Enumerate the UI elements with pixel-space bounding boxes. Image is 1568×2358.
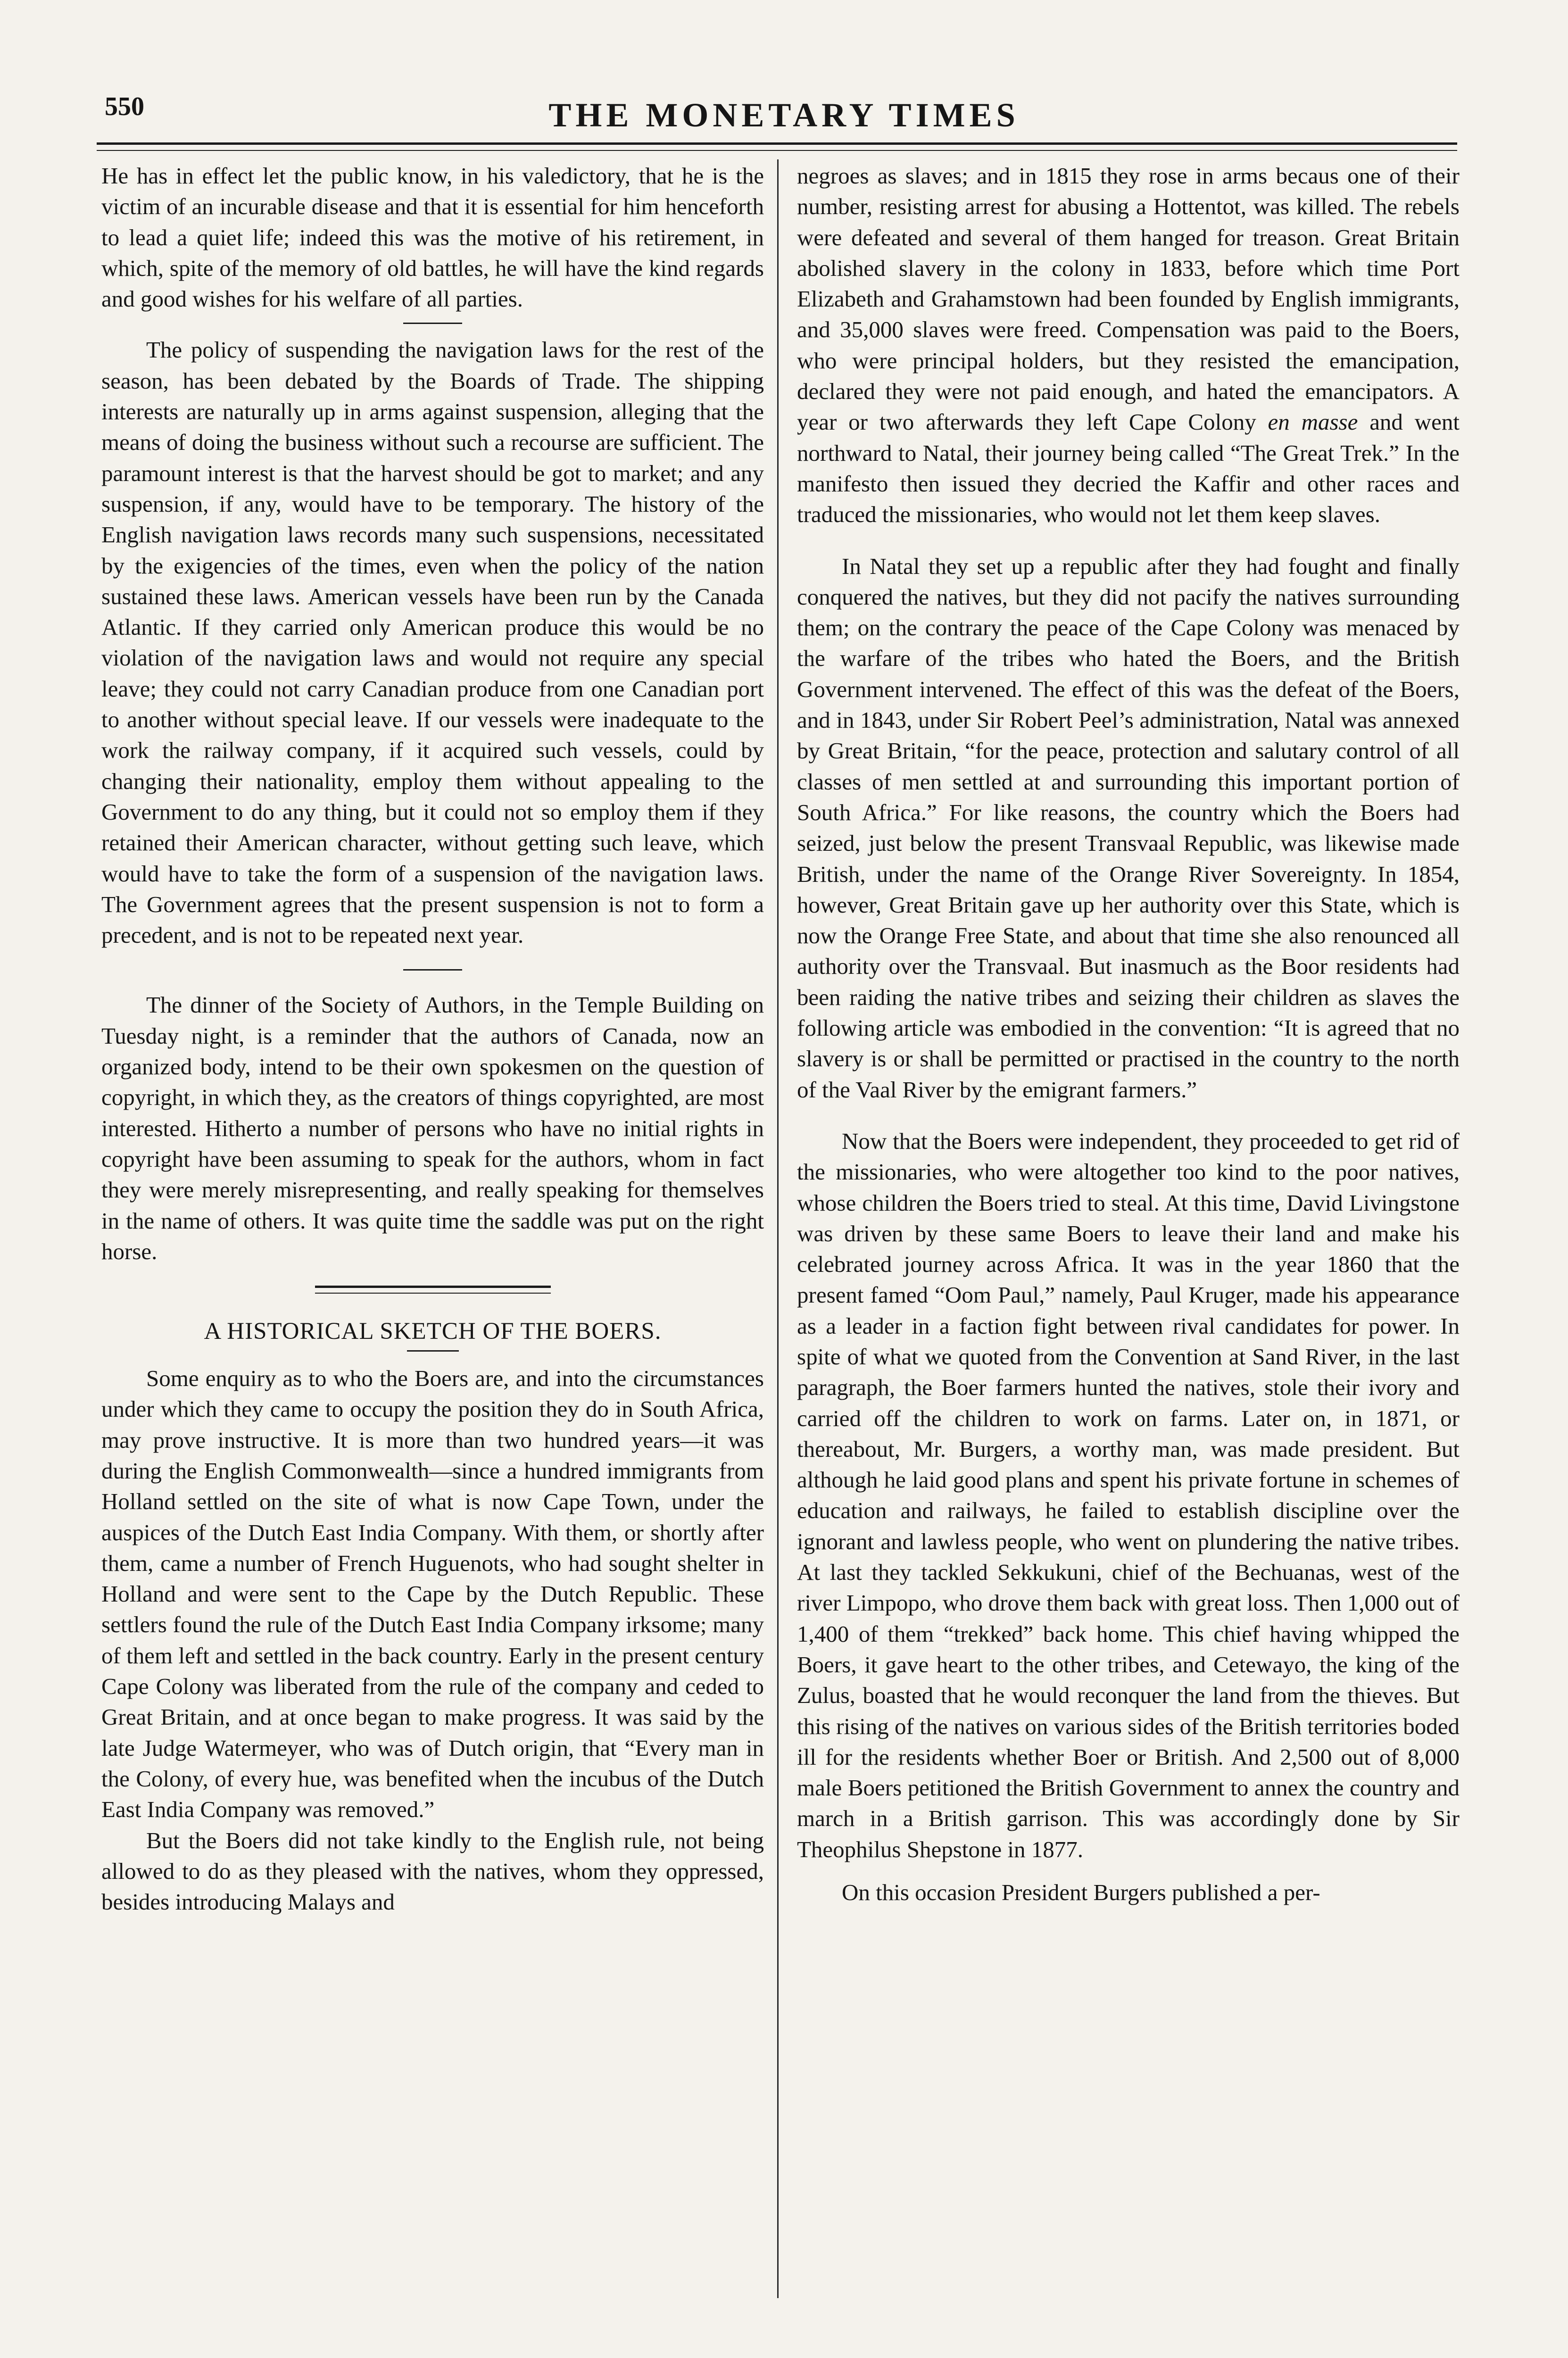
paragraph-boers-origin: Some enquiry as to who the Boers are, and into the circumstances under which they came to occupy the position they do in South Africa, may prove instructive. It is more than two hundred years—it was during the English Commonwealth—since a hundred immigrants from Holland settled on the site of what is now Cape Town, under the auspices of the Dutch East India Company. With them, or shortly after them, came a number of French Huguenots, who had sought shelter in Holland and were sent to the Cape by the Dutch Republic. These settlers found the rule of the Dutch East India Company irksome; many of them left and settled in the back country. Early in the present century Cape Colony was liberated from the rule of the company and ceded to Great Britain, and at once began to make progress. It was said by the late Judge Watermeyer, who was of Dutch origin, that “Every man in the Colony, of every hue, was benefited when the incubus of the Dutch East India Company was removed.” [101, 1365, 764, 1823]
page-number: 550 [105, 92, 144, 121]
article-heading: A HISTORICAL SKETCH OF THE BOERS. [204, 1318, 662, 1345]
section-divider [403, 969, 462, 971]
header-rule-thick [97, 142, 1457, 145]
paragraph-slavery: negroes as slaves; and in 1815 they rose in arms becaus one of their number, resisting arrest for abusing a Hottentot, was killed. The rebels were defeated and several of them hanged for treason. Great Britain abolished slavery in the colony in 1833, before which time Port Elizabeth and Grahamstown had been founded by English immigrants, and 35,000 slaves were freed. Compensation was paid to the Boers, who were principal holders, but they resisted the emancipation, declared they were not paid enough, and hated the emancipators. A year or two afterwards they left Cape Colony en masse and went northward to Natal, their journey being called “The Great Trek.” In the manifesto then issued they decried the Kaffir and other races and traduced the missionaries, who would not let them keep slaves. [797, 163, 1460, 528]
section-divider [403, 323, 462, 324]
paragraph-society-of-authors: The dinner of the Society of Authors, in the Temple Building on Tuesday night, is a reminder that the authors of Canada, now an organized body, intend to be their own spokesmen on the question of copyright, in which they, as the creators of things copyrighted, are most interested. Hitherto a number of persons who have no initial rights in copyright have been assuming to speak for the authors, whom in fact they were merely misrepresenting, and really speaking for themselves in the name of others. It was quite time the saddle was put on the right horse. [101, 992, 764, 1264]
paragraph-natal: In Natal they set up a republic after they had fought and finally conquered the natives, but they did not pacify the natives surrounding them; on the contrary the peace of the Cape Colony was menaced by the warfare of the tribes who hated the Boers, and the British Government intervened. The effect of this was the defeat of the Boers, and in 1843, under Sir Robert Peel’s administration, Natal was annexed by Great Britain, “for the peace, protection and salutary control of all classes of men settled at and surrounding this important portion of South Africa.” For like reasons, the country which the Boers had seized, just below the present Transvaal Republic, was likewise made British, under the name of the Orange River Sovereignty. In 1854, however, Great Britain gave up her authority over this State, which is now the Orange Free State, and about that time she also renounced all authority over the Transvaal. But inasmuch as the Boor residents had been raiding the native tribes and seizing their children as slaves the following article was embodied in the convention: “It is agreed that no slavery is or shall be permitted or practised in the country to the north of the Vaal River by the emigrant farmers.” [797, 553, 1460, 1103]
left-column [101, 160, 764, 1917]
paragraph-burgers: On this occasion President Burgers published a per- [842, 1879, 1320, 1906]
column-divider [777, 159, 779, 2298]
paragraph-independence: Now that the Boers were independent, they proceeded to get rid of the missionaries, who were altogether too kind to the poor natives, whose children the Boers tried to steal. At this time, David Livingstone was driven by these same Boers to leave their land and make his celebrated journey across Africa. It was in the year 1860 that the present famed “Oom Paul,” namely, Paul Kruger, made his appearance as a leader in a faction fight between rival candidates for power. In spite of what we quoted from the Convention at Sand River, in the last paragraph, the Boer farmers hunted the natives, stole their ivory and carried off the children to work on farms. Later on, in 1871, or thereabout, Mr. Burgers, a worthy man, was made president. But although he laid good plans and spent his private fortune in schemes of education and railways, he failed to establish discipline over the ignorant and lawless people, who went on plundering the native tribes. At last they tackled Sekkukuni, chief of the Bechuanas, west of the river Limpopo, who drove them back with great loss. Then 1,000 out of 1,400 of them “trekked” back home. This chief having whipped the Boers, it gave heart to the other tribes, and Cetewayo, the king of the Zulus, boasted that he would reconquer the land from the thieves. But this rising of the natives on various sides of the British territories boded ill for the residents whether Boer or British. And 2,500 out of 8,000 male Boers petitioned the British Government to annex the country and march in a British garrison. This was accordingly done by Sir Theophilus Shepstone in 1877. [797, 1128, 1460, 1862]
running-title: THE MONETARY TIMES [548, 96, 1020, 134]
article-separator [315, 1286, 551, 1294]
heading-rule [407, 1350, 459, 1352]
paragraph-navigation-laws: The policy of suspending the navigation laws for the rest of the season, has been debated by the Boards of Trade. The shipping interests are naturally up in arms against suspension, alleging that the means of doing the business without such a recourse are sufficient. The paramount interest is that the harvest should be got to market; and any suspension, if any, would have to be temporary. The history of the English navigation laws records many such suspensions, necessitated by the exigencies of the times, even when the policy of the nation sustained these laws. American vessels have been run by the Canada Atlantic. If they carried only American produce this would be no violation of the navigation laws and would not require any special leave; they could not carry Canadian produce from one Canadian port to another without special leave. If our vessels were inadequate to the work the railway company, if it acquired such vessels, could by changing their nationality, employ them without appealing to the Government to do any thing, but it could not so employ them if they retained their American character, without getting such leave, which would have to take the form of a suspension of the navigation laws. The Government agrees that the present suspension is not to form a precedent, and is not to be repeated next year. [101, 337, 764, 948]
paragraph-valedictory: He has in effect let the public know, in his valedictory, that he is the victim of an incurable disease and that it is essential for him henceforth to lead a quiet life; indeed this was the motive of his retirement, in which, spite of the memory of old battles, he will have the kind regards and good wishes for his welfare of all parties. [101, 163, 764, 312]
right-column [797, 160, 1460, 1908]
header-rule-thin [97, 150, 1457, 151]
paragraph-boers-english-rule: But the Boers did not take kindly to the English rule, not being allowed to do as they pleased with the natives, whom they oppressed, besides introducing Malays and [101, 1827, 764, 1915]
